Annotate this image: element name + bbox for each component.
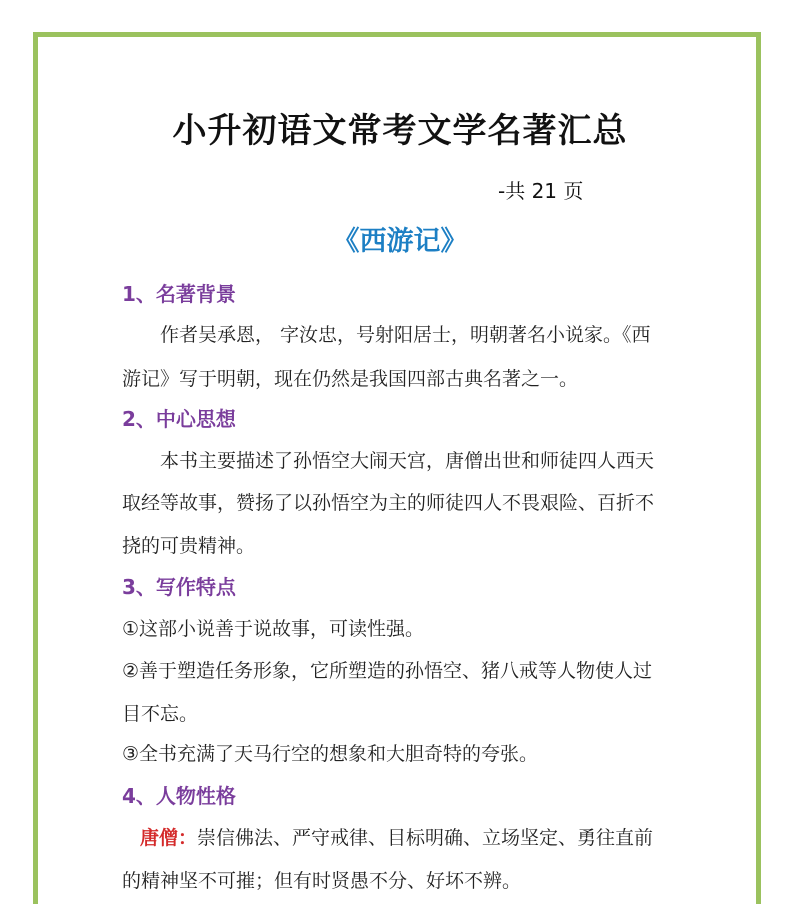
section-heading-features: 3、写作特点 (122, 575, 236, 599)
theme-line-1: 本书主要描述了孙悟空大闹天宫，唐僧出世和师徒四人西天 (160, 450, 655, 472)
features-item-3: ③全书充满了天马行空的想象和大胆奇特的夸张。 (122, 743, 539, 765)
section-heading-characters: 4、人物性格 (122, 784, 236, 808)
document-title: 小升初语文常考文学名著汇总 (172, 111, 628, 151)
character-desc-1: 崇信佛法、严守戒律、目标明确、立场坚定、勇往直前 (197, 827, 654, 849)
book-title: 《西游记》 (332, 226, 468, 257)
page-count: -共 21 页 (498, 179, 584, 203)
section-heading-theme: 2、中心思想 (122, 407, 236, 431)
features-item-2-line-2: 目不忘。 (122, 703, 199, 725)
features-item-1: ①这部小说善于说故事，可读性强。 (122, 618, 425, 640)
background-line-1: 作者吴承恩， 字汝忠，号射阳居士，明朝著名小说家。《西 (160, 324, 651, 346)
character-name: 唐僧： (140, 827, 198, 849)
theme-line-2: 取经等故事，赞扬了以孙悟空为主的师徒四人不畏艰险、百折不 (122, 492, 655, 514)
character-line-1 (140, 823, 653, 850)
section-heading-background: 1、名著背景 (122, 282, 236, 306)
theme-line-3: 挠的可贵精神。 (122, 535, 256, 557)
character-line-2: 的精神坚不可摧；但有时贤愚不分、好坏不辨。 (122, 870, 522, 892)
features-item-2-line-1: ②善于塑造任务形象，它所塑造的孙悟空、猪八戒等人物使人过 (122, 660, 653, 682)
background-line-2: 游记》写于明朝，现在仍然是我国四部古典名著之一。 (122, 368, 579, 390)
